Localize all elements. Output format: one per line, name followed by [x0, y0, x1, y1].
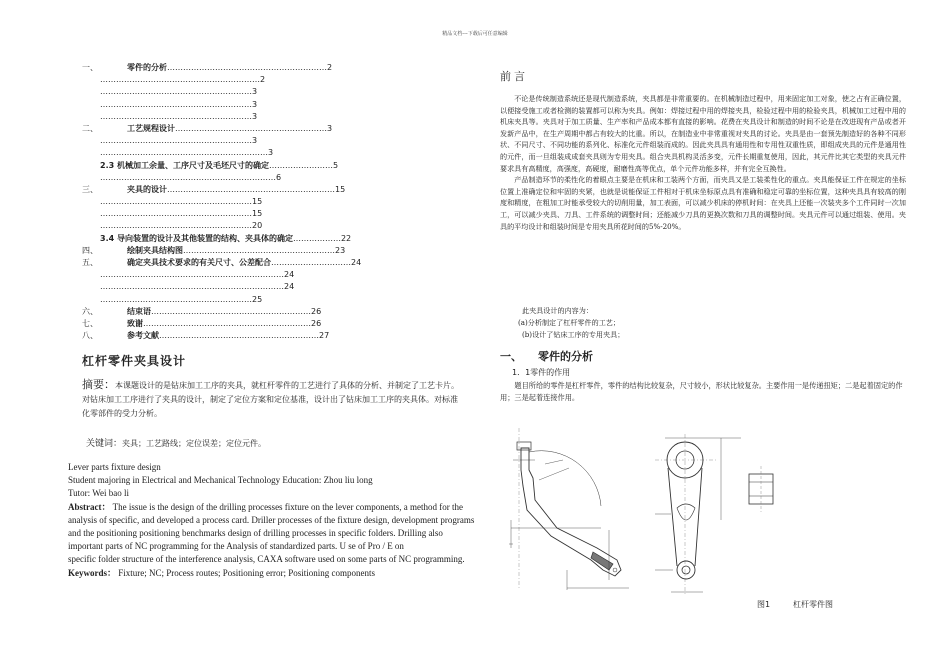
keywords-text: 夹具；工艺路线；定位误差；定位元件。: [122, 439, 267, 448]
figure-caption: [757, 599, 833, 610]
section-heading: [500, 348, 593, 364]
toc-entry-label: 2.3 机械加工余量、工序尺寸及毛坯尺寸的确定: [100, 160, 269, 170]
chinese-keywords: [86, 436, 266, 449]
toc-entry-leader: ………………………………………………………: [100, 148, 268, 158]
toc-entry-page: 3: [252, 99, 258, 109]
toc-entry-label: 确定夹具技术要求的有关尺寸、公差配合: [127, 258, 271, 267]
english-abstract-cont: specific folder structure of the interference analysis, CAXA software used on some parts of NC programming.: [68, 554, 465, 565]
toc-entry-leader: …………………………………………………: [100, 111, 252, 121]
english-abstract-text: The issue is the design of the drilling processes fixture on the lever components, a method for the analysis of specific, and developed a process card. Driller processes of the fixture design, development programs and the positioning positioning benchmarks design of drilling processes in specific folders. Drilling also important parts of NC programming for the Analysis of standardized parts. U se of Pro / E on: [68, 501, 475, 552]
toc-entry-number: 六、: [82, 306, 98, 316]
toc-entry-leader: ………………………………………………………: [143, 318, 311, 328]
toc-entry-leader: …………………………………………………………: [100, 172, 276, 182]
toc-entry-label: 工艺规程设计: [127, 123, 175, 133]
toc-entry-number: 八、: [82, 331, 98, 341]
table-of-contents: [82, 62, 412, 342]
keywords-label: 关键词：: [86, 439, 123, 449]
toc-entry-leader: ……………………………………………………: [100, 75, 260, 85]
preface-paragraph-1: 不论是传统制造系统还是现代制造系统，夹具都是非常重要的。在机械制造过程中，用来固定加工对象，使之占有正确位置，以便接受施工或者检测的装置都可以称为夹具。例如：焊接过程中用的焊接夹具，检验过程中用的检验夹具，机械加工过程中用的机床夹具等。夹具对于加工质量、生产率和产品成本都有直接的影响。花费在夹具设计和制造的时间不论是在改进现有产品或者开发新产品中，在生产周期中都占有较大的比重。所以，在制造业中非常重视对夹具的讨论。夹具是由一套预先制造好的各种不同形状、不同尺寸、不同功能的系列化、标准化元件组装而成的。因此夹具具有通用性和专用性双重性质，即组成夹具的元件是通用性的元件，而一旦组装成成套夹具则为专用夹具。组合夹具机构灵活多变，元件长期重复使用，因此，其元件比其它类型的夹具元件要求具有高精度，高强度，高硬度，耐磨性高等优点，单个元件功能多样，并有完全互换性。: [500, 94, 906, 173]
preface-title: 前言: [500, 70, 528, 83]
toc-entry-page: 15: [252, 209, 263, 219]
design-content-intro: 此夹具设计的内容为：: [522, 306, 593, 315]
figure-number: 图1: [757, 600, 771, 609]
toc-entry: [82, 135, 412, 147]
abstract-text: 本课题设计的是钻床加工工序的夹具，就杠杆零件的工艺进行了具体的分析、并制定了工艺卡片。对钻床加工工序进行了夹具的设计，制定了定位方案和定位基准，设计出了钻床加工工序的夹具体。对标准化零部件的受力分析。: [82, 381, 459, 418]
toc-entry: [82, 330, 412, 342]
section-view-block: [749, 466, 773, 512]
design-content-list: [518, 305, 625, 341]
toc-entry-leader: …………………………………………………: [100, 197, 252, 207]
chinese-abstract: [82, 378, 462, 421]
toc-entry-page: 3: [268, 148, 274, 158]
figure-caption-text: 杠杆零件图: [793, 600, 833, 609]
toc-entry: [82, 281, 412, 293]
toc-entry-leader: ……………………………………………………………: [100, 270, 284, 280]
toc-entry-label: 零件的分析: [127, 63, 167, 72]
toc-entry: [82, 233, 412, 245]
toc-entry-label: 绘制夹具结构图: [127, 245, 183, 255]
toc-entry-page: 15: [252, 197, 263, 207]
english-keywords: [68, 567, 478, 580]
toc-entry-leader: …………………………………………………: [175, 123, 327, 133]
toc-entry: [82, 318, 412, 330]
abstract-label: 摘要：: [82, 378, 115, 391]
toc-entry-number: 四、: [82, 245, 98, 255]
toc-entry-page: 3: [252, 136, 258, 146]
toc-entry: [82, 196, 412, 208]
toc-entry: [82, 257, 412, 269]
front-view-lever: [655, 434, 741, 596]
preface-paragraph-2: 产品制造环节的柔性化的着眼点主要是在机床和工装两个方面，而夹具又是工装柔性化的重点。夹具能保证工件在规定的坐标位置上准确定位和牢固的夹紧，也就是说能保证工件相对于机床坐标原点具有准确和稳定可靠的坐标位置，这种夹具具有较高的刚度和精度，在粗加工时能承受较大的切削用量，加工表面，可以减少机床的停机时间：在夹具上还能一次装夹多个工件同时一次加工，可以减少夹具、刀具、工件系统的调整时间；还能减少刀具的更换次数和刀具的调整时间。夹具元件可以通过组装、使用。夹具的平均设计和组装时间是专用夹具所花时间的5%-20%。: [500, 175, 906, 231]
toc-entry-page: 20: [252, 221, 263, 231]
toc-entry-number: 二、: [82, 123, 98, 133]
english-abstract-label: Abstract：: [68, 501, 111, 512]
english-keywords-text: Fixture; NC; Process routes; Positioning error; Positioning components: [118, 567, 375, 578]
toc-entry-label: 致谢: [127, 318, 143, 328]
toc-entry: [82, 86, 412, 98]
toc-entry-leader: ……………………: [268, 160, 333, 170]
english-abstract: [68, 501, 478, 554]
toc-entry-leader: …………………………………………………: [100, 87, 252, 97]
toc-entry-leader: …………………………………………………: [183, 245, 335, 255]
toc-entry-page: 26: [311, 318, 322, 328]
toc-entry-label: 结束语: [127, 306, 151, 316]
toc-entry: [82, 245, 412, 257]
english-abstract-block: [68, 461, 478, 580]
toc-entry-page: 3: [252, 111, 258, 121]
toc-entry-leader: ………………………………………………………: [167, 184, 335, 194]
toc-entry-leader: ……………………………………………………………: [100, 282, 284, 292]
toc-entry-leader: …………………………………………………: [100, 294, 252, 304]
toc-entry: [82, 123, 412, 135]
toc-entry-label: 参考文献: [127, 331, 159, 341]
document-title: 杠杆零件夹具设计: [82, 354, 187, 368]
toc-entry: [82, 147, 412, 159]
toc-entry-page: 6: [276, 172, 282, 182]
english-keywords-label: Keywords：: [68, 567, 116, 578]
toc-entry-leader: …………………………: [271, 258, 351, 267]
toc-entry-leader: ……………………………………………………: [159, 331, 319, 341]
toc-entry-leader: …………………………………………………: [100, 221, 252, 231]
toc-entry-number: 一、: [82, 63, 98, 72]
toc-entry-page: 3: [252, 87, 258, 97]
page-header: 精品文档---下载后可任意编辑: [442, 31, 508, 37]
toc-entry: [82, 172, 412, 184]
toc-entry-leader: …………………………………………………: [100, 209, 252, 219]
toc-entry-leader: ………………: [292, 233, 341, 243]
toc-entry: [82, 160, 412, 172]
toc-entry: [82, 74, 412, 86]
toc-entry-leader: ……………………………………………………: [151, 306, 311, 316]
design-content-item: (b)设计了钻床工序的专用夹具；: [522, 330, 625, 339]
section-title: 零件的分析: [538, 350, 593, 363]
toc-entry: [82, 62, 412, 74]
toc-entry: [82, 306, 412, 318]
toc-entry-leader: …………………………………………………: [100, 99, 252, 109]
section-number: 一、: [500, 350, 522, 363]
english-tutor: Tutor: Wei bao li: [68, 488, 130, 499]
toc-entry-page: 3: [327, 123, 333, 133]
toc-entry-page: 2: [260, 75, 266, 85]
english-student: Student majoring in Electrical and Mechanical Technology Education: Zhou liu long: [68, 475, 373, 486]
toc-entry-page: 26: [311, 306, 322, 316]
part-function-text: 题目所给的零件是杠杆零件，零件的结构比较复杂，尺寸较小，形状比较复杂。主要作用一是传递扭矩；二是起着固定的作用；三是起着连接作用。: [500, 381, 903, 402]
toc-entry-page: 24: [284, 270, 295, 280]
toc-entry: [82, 220, 412, 232]
toc-entry-page: 15: [335, 184, 346, 194]
toc-entry: [82, 111, 412, 123]
toc-entry-leader: ……………………………………………………: [167, 63, 327, 72]
toc-entry-label: 夹具的设计: [127, 184, 167, 194]
toc-entry-page: 25: [252, 294, 263, 304]
toc-entry-page: 24: [284, 282, 295, 292]
toc-entry-number: 七、: [82, 318, 98, 328]
design-content-item: (a)分析制定了杠杆零件的工艺；: [518, 318, 620, 327]
left-view-lever: [509, 428, 629, 590]
toc-entry: [82, 269, 412, 281]
toc-entry-page: 22: [340, 233, 352, 243]
toc-entry-number: 三、: [82, 184, 98, 194]
toc-entry: [82, 208, 412, 220]
toc-entry-page: 24: [351, 258, 362, 267]
toc-entry-page: 27: [319, 331, 330, 341]
toc-entry: [82, 99, 412, 111]
toc-entry-page: 23: [335, 245, 346, 255]
subsection-heading: 1．1零件的作用: [512, 368, 571, 377]
toc-entry-leader: …………………………………………………: [100, 136, 252, 146]
toc-entry-label: 3.4 导向装置的设计及其他装置的结构、夹具体的确定: [100, 233, 293, 243]
toc-entry: [82, 184, 412, 196]
preface-body: [500, 93, 906, 232]
toc-entry: [82, 294, 412, 306]
toc-entry-number: 五、: [82, 258, 98, 267]
toc-entry-page: 2: [327, 63, 333, 72]
toc-entry-page: 5: [332, 160, 339, 170]
english-title: Lever parts fixture design: [68, 462, 161, 472]
lever-part-drawing: [505, 420, 905, 598]
